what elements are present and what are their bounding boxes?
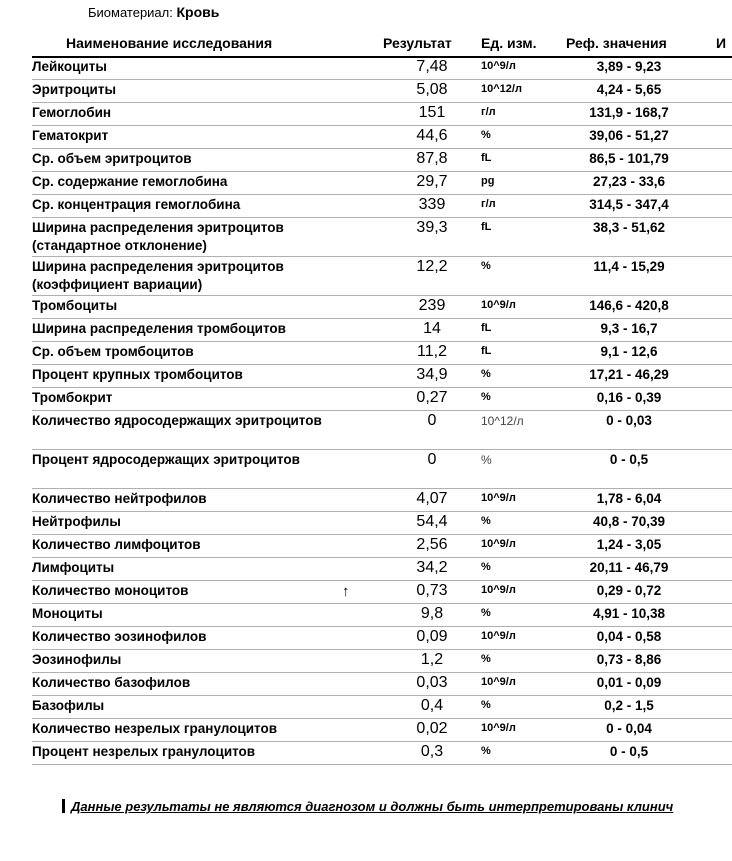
row-reference: 86,5 - 101,79 bbox=[589, 151, 669, 166]
row-unit: г/л bbox=[481, 106, 496, 118]
row-result: 14 bbox=[423, 320, 441, 337]
row-reference: 27,23 - 33,6 bbox=[592, 174, 666, 189]
row-unit: fL bbox=[481, 152, 492, 164]
row-reference: 0,29 - 0,72 bbox=[596, 583, 662, 598]
row-name: Ширина распределения эритроцитов (стандартное отклонение) bbox=[32, 220, 284, 253]
row-name: Ср. объем тромбоцитов bbox=[32, 344, 194, 359]
row-name: Процент крупных тромбоцитов bbox=[32, 367, 243, 382]
table-row bbox=[32, 218, 732, 257]
row-name: Лейкоциты bbox=[32, 59, 107, 74]
row-reference: 1,78 - 6,04 bbox=[596, 491, 662, 506]
row-unit: % bbox=[481, 391, 491, 403]
row-unit: % bbox=[481, 745, 491, 757]
table-row bbox=[32, 80, 732, 103]
row-result: 29,7 bbox=[416, 173, 448, 190]
table-row bbox=[32, 126, 732, 149]
row-reference: 0,16 - 0,39 bbox=[596, 390, 662, 405]
row-unit: % bbox=[481, 453, 492, 467]
row-name: Эритроциты bbox=[32, 82, 116, 97]
row-name: Гематокрит bbox=[32, 128, 109, 143]
table-row bbox=[32, 342, 732, 365]
row-result: 0,4 bbox=[420, 697, 444, 714]
row-unit: fL bbox=[481, 221, 492, 233]
table-row bbox=[32, 296, 732, 319]
table-row bbox=[32, 581, 732, 604]
table-row bbox=[32, 489, 732, 512]
results-table bbox=[32, 57, 732, 765]
row-name: Гемоглобин bbox=[32, 105, 112, 120]
table-row bbox=[32, 650, 732, 673]
table-row bbox=[32, 512, 732, 535]
row-result: 0,73 bbox=[416, 582, 448, 599]
row-reference: 3,89 - 9,23 bbox=[596, 59, 662, 74]
row-reference: 0,01 - 0,09 bbox=[596, 675, 662, 690]
row-name: Количество моноцитов bbox=[32, 583, 189, 598]
row-unit: % bbox=[481, 653, 491, 665]
table-row bbox=[32, 103, 732, 126]
row-unit: 10^12/л bbox=[481, 414, 524, 428]
biomaterial-label: Биоматериал: bbox=[88, 5, 173, 20]
row-result: 39,3 bbox=[416, 219, 448, 236]
row-unit: 10^9/л bbox=[481, 60, 516, 72]
row-unit: % bbox=[481, 129, 491, 141]
table-row bbox=[32, 604, 732, 627]
row-unit: 10^9/л bbox=[481, 584, 516, 596]
row-result: 151 bbox=[418, 104, 446, 121]
row-name: Тромбоциты bbox=[32, 298, 118, 313]
row-unit: fL bbox=[481, 322, 492, 334]
row-result: 0,02 bbox=[416, 720, 448, 737]
row-unit: % bbox=[481, 607, 491, 619]
row-unit: 10^9/л bbox=[481, 676, 516, 688]
row-unit: % bbox=[481, 260, 491, 272]
row-flag-icon: ↑ bbox=[342, 583, 350, 600]
table-row bbox=[32, 319, 732, 342]
row-result: 0 bbox=[427, 412, 437, 429]
table-row bbox=[32, 388, 732, 411]
row-name: Эозинофилы bbox=[32, 652, 122, 667]
row-name: Количество нейтрофилов bbox=[32, 491, 207, 506]
row-reference: 146,6 - 420,8 bbox=[589, 298, 669, 313]
row-unit: 10^9/л bbox=[481, 722, 516, 734]
row-reference: 20,11 - 46,79 bbox=[589, 560, 669, 575]
row-result: 9,8 bbox=[420, 605, 444, 622]
row-reference: 0 - 0,04 bbox=[606, 721, 652, 736]
table-header bbox=[32, 32, 732, 58]
row-result: 0,3 bbox=[420, 743, 444, 760]
biomaterial-line bbox=[88, 4, 219, 20]
row-result: 87,8 bbox=[416, 150, 448, 167]
row-result: 2,56 bbox=[416, 536, 448, 553]
row-unit: fL bbox=[481, 345, 492, 357]
column-header-unit: Ед. изм. bbox=[481, 35, 537, 51]
row-unit: % bbox=[481, 515, 491, 527]
row-name: Нейтрофилы bbox=[32, 514, 121, 529]
row-reference: 4,24 - 5,65 bbox=[596, 82, 662, 97]
row-name: Количество эозинофилов bbox=[32, 629, 207, 644]
column-header-name: Наименование исследования bbox=[66, 35, 273, 51]
row-unit: pg bbox=[481, 175, 495, 187]
row-result: 11,2 bbox=[417, 343, 447, 360]
table-row bbox=[32, 535, 732, 558]
biomaterial-value: Кровь bbox=[176, 4, 220, 20]
row-result: 0,03 bbox=[416, 674, 448, 691]
row-unit: 10^9/л bbox=[481, 299, 516, 311]
row-name: Ширина распределения эритроцитов (коэффициент вариации) bbox=[32, 259, 284, 292]
table-row bbox=[32, 195, 732, 218]
row-reference: 0,73 - 8,86 bbox=[596, 652, 662, 667]
disclaimer-marker bbox=[62, 799, 65, 813]
row-reference: 0 - 0,03 bbox=[606, 413, 652, 428]
row-unit: 10^12/л bbox=[481, 83, 522, 95]
row-result: 1,2 bbox=[420, 651, 444, 668]
row-name: Количество незрелых гранулоцитов bbox=[32, 721, 278, 736]
row-reference: 11,4 - 15,29 bbox=[593, 259, 665, 274]
row-result: 34,2 bbox=[416, 559, 448, 576]
row-name: Ср. содержание гемоглобина bbox=[32, 174, 228, 189]
row-reference: 131,9 - 168,7 bbox=[589, 105, 669, 120]
row-reference: 4,91 - 10,38 bbox=[592, 606, 666, 621]
row-reference: 314,5 - 347,4 bbox=[589, 197, 669, 212]
row-result: 0 bbox=[427, 451, 437, 468]
row-result: 12,2 bbox=[416, 258, 448, 275]
row-reference: 17,21 - 46,29 bbox=[589, 367, 669, 382]
table-row bbox=[32, 450, 732, 489]
row-reference: 0 - 0,5 bbox=[609, 744, 649, 759]
table-row bbox=[32, 411, 732, 450]
row-unit: % bbox=[481, 368, 491, 380]
row-reference: 38,3 - 51,62 bbox=[592, 220, 666, 235]
row-result: 4,07 bbox=[416, 490, 448, 507]
table-row bbox=[32, 149, 732, 172]
row-name: Ср. объем эритроцитов bbox=[32, 151, 192, 166]
row-unit: % bbox=[481, 699, 491, 711]
row-reference: 40,8 - 70,39 bbox=[592, 514, 666, 529]
row-name: Ширина распределения тромбоцитов bbox=[32, 321, 286, 336]
row-result: 7,48 bbox=[416, 58, 448, 75]
row-result: 339 bbox=[418, 196, 446, 213]
row-name: Процент ядросодержащих эритроцитов bbox=[32, 452, 300, 467]
row-unit: 10^9/л bbox=[481, 630, 516, 642]
row-result: 5,08 bbox=[416, 81, 448, 98]
disclaimer-text: Данные результаты не являются диагнозом и должны быть интерпретированы клинич bbox=[71, 799, 674, 814]
row-reference: 0,2 - 1,5 bbox=[604, 698, 654, 713]
row-reference: 9,1 - 12,6 bbox=[600, 344, 658, 359]
row-reference: 0 - 0,5 bbox=[609, 452, 649, 467]
row-name: Базофилы bbox=[32, 698, 105, 713]
column-header-extra: И bbox=[716, 35, 727, 51]
table-row bbox=[32, 57, 732, 80]
row-result: 34,9 bbox=[416, 366, 448, 383]
row-name: Ср. концентрация гемоглобина bbox=[32, 197, 241, 212]
row-reference: 9,3 - 16,7 bbox=[600, 321, 658, 336]
disclaimer bbox=[62, 799, 673, 814]
table-row bbox=[32, 257, 732, 296]
table-row bbox=[32, 172, 732, 195]
row-name: Количество лимфоцитов bbox=[32, 537, 201, 552]
table-row bbox=[32, 742, 732, 765]
row-unit: % bbox=[481, 561, 491, 573]
table-row bbox=[32, 365, 732, 388]
row-result: 0,09 bbox=[416, 628, 448, 645]
table-row bbox=[32, 673, 732, 696]
row-unit: г/л bbox=[481, 198, 496, 210]
row-name: Лимфоциты bbox=[32, 560, 115, 575]
row-name: Процент незрелых гранулоцитов bbox=[32, 744, 256, 759]
row-name: Моноциты bbox=[32, 606, 103, 621]
row-name: Тромбокрит bbox=[32, 390, 113, 405]
row-unit: 10^9/л bbox=[481, 492, 516, 504]
column-header-result: Результат bbox=[383, 35, 452, 51]
row-result: 44,6 bbox=[416, 127, 448, 144]
row-reference: 1,24 - 3,05 bbox=[596, 537, 662, 552]
row-result: 54,4 bbox=[416, 513, 448, 530]
row-result: 239 bbox=[418, 297, 446, 314]
row-name: Количество ядросодержащих эритроцитов bbox=[32, 413, 322, 428]
row-result: 0,27 bbox=[416, 389, 448, 406]
table-row bbox=[32, 719, 732, 742]
table-row bbox=[32, 627, 732, 650]
table-row bbox=[32, 696, 732, 719]
row-reference: 39,06 - 51,27 bbox=[589, 128, 669, 143]
row-reference: 0,04 - 0,58 bbox=[596, 629, 662, 644]
column-header-ref: Реф. значения bbox=[566, 35, 667, 51]
row-name: Количество базофилов bbox=[32, 675, 191, 690]
row-unit: 10^9/л bbox=[481, 538, 516, 550]
table-row bbox=[32, 558, 732, 581]
